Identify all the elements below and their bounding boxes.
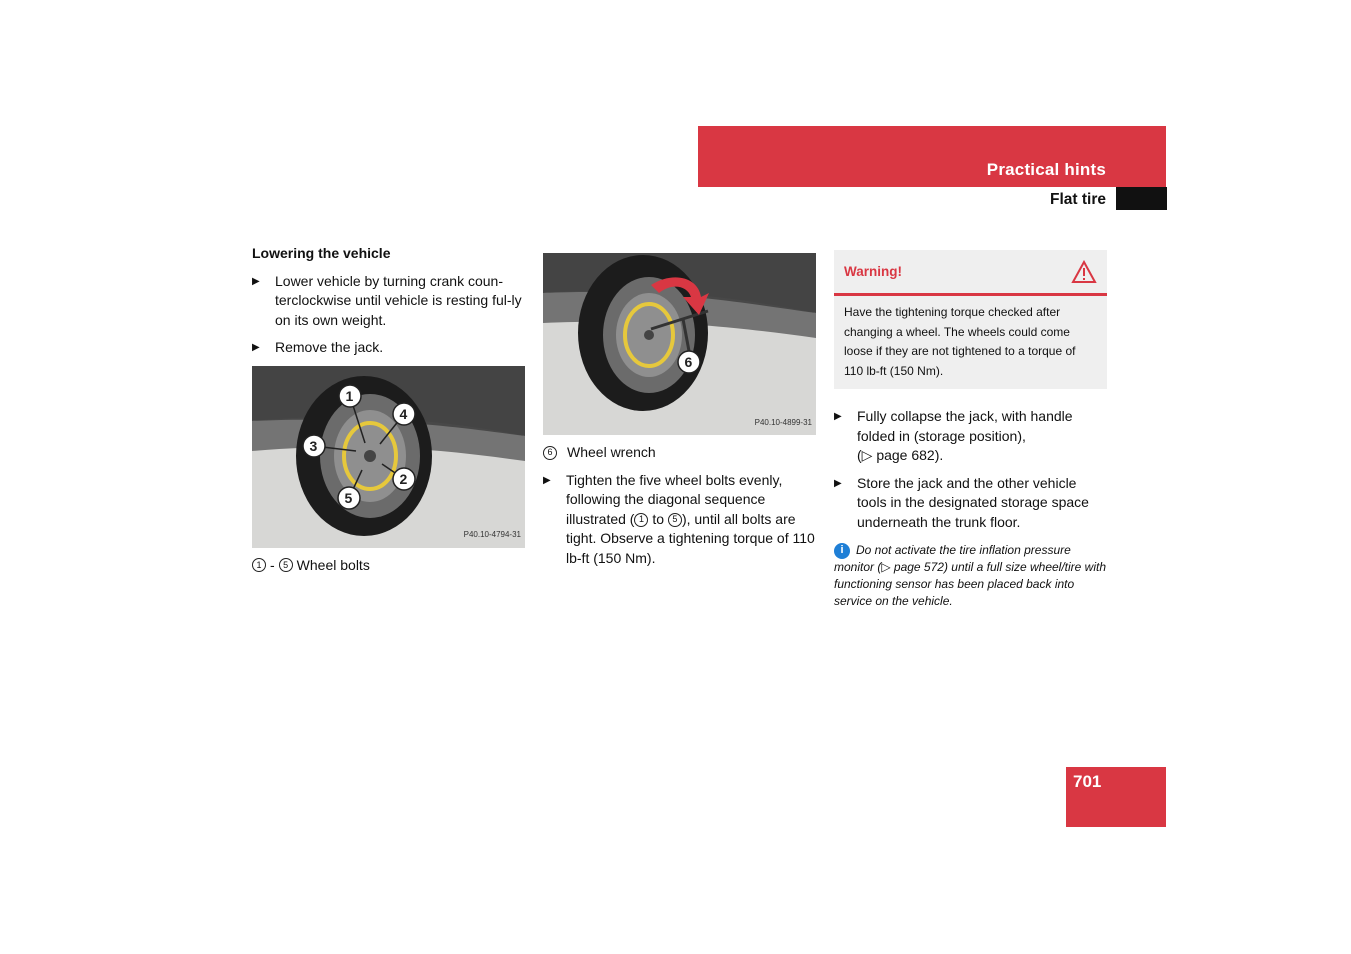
info-text: Do not activate the tire inflation pressure monitor (▷ page 572) until a full size wheel/tire with functioning sensor has been placed back into service on the vehicle.: [834, 543, 1107, 608]
warning-triangle-icon: [1071, 260, 1097, 284]
arrow-bullet-icon: ▶: [543, 474, 551, 486]
section-tab-marker: [1116, 187, 1167, 210]
section-title: Practical hints: [986, 160, 1106, 179]
warning-title: Warning!: [844, 263, 902, 279]
step-text-part1: Tighten the five wheel bolts evenly, following the diagonal sequence illustrated (: [566, 471, 783, 527]
step-lower-vehicle: [252, 272, 526, 331]
svg-text:4: 4: [399, 405, 408, 422]
svg-text:5: 5: [344, 489, 353, 506]
step-text-part2: ), until all bolts are tight. Observe a tightening torque of 110 lb-ft (150 Nm).: [566, 510, 815, 566]
callout-number: 5: [668, 513, 682, 527]
caption-text: Wheel wrench: [567, 444, 656, 460]
step-store-jack: [834, 474, 1107, 533]
svg-text:1: 1: [345, 387, 354, 404]
wheel-bolts-illustration: [252, 366, 525, 548]
step-text: Lower vehicle by turning crank coun-terclockwise until vehicle is resting ful-ly on its own weight.: [275, 272, 522, 328]
step-remove-jack: [252, 338, 526, 358]
svg-text:3: 3: [309, 437, 318, 454]
callout-number: 6: [543, 446, 557, 460]
warning-box: [834, 250, 1107, 389]
step-tighten-bolts: [543, 471, 817, 569]
caption-wheel-bolts: [252, 556, 526, 576]
warning-header: [834, 250, 1107, 296]
subsection-title: Flat tire: [1050, 191, 1106, 208]
step-collapse-jack: [834, 407, 1107, 466]
callout-number: 1: [252, 558, 266, 572]
step-text: Fully collapse the jack, with handle folded in (storage position),: [857, 408, 1073, 444]
heading-lowering-vehicle: Lowering the vehicle: [252, 245, 391, 261]
arrow-bullet-icon: ▶: [252, 275, 260, 287]
warning-text: Have the tightening torque checked after changing a wheel. The wheels could come loose if they are not tightened to a torque of 110 lb-ft (150 Nm).: [844, 305, 1076, 378]
figure-code: P40.10-4794-31: [463, 530, 521, 539]
callout-number: 5: [279, 558, 293, 572]
figure-code: P40.10-4899-31: [754, 417, 812, 427]
wheel-wrench-illustration: [543, 253, 816, 435]
caption-dash: -: [270, 556, 275, 573]
step-text: Remove the jack.: [275, 339, 384, 355]
arrow-bullet-icon: ▶: [252, 342, 260, 353]
arrow-bullet-icon: ▶: [834, 411, 842, 422]
svg-text:6: 6: [684, 354, 693, 370]
caption-wheel-wrench: [543, 443, 817, 463]
step-text: Store the jack and the other vehicle tools in the designated storage space underneath the trunk floor.: [857, 474, 1089, 530]
column-middle: [543, 253, 817, 576]
step-text-mid: to: [648, 510, 668, 527]
column-right: [834, 250, 1107, 610]
info-note: [834, 542, 1107, 610]
info-icon: i: [834, 543, 850, 559]
caption-text: Wheel bolts: [296, 556, 370, 573]
wheel-bolts-drawing: [252, 366, 525, 548]
wheel-wrench-drawing: [543, 253, 816, 435]
column-left: [252, 244, 526, 583]
svg-text:2: 2: [399, 470, 408, 487]
arrow-bullet-icon: ▶: [834, 477, 842, 489]
callout-number: 1: [634, 513, 648, 527]
page-number: 701: [1073, 772, 1102, 791]
page-reference: (▷ page 682).: [857, 447, 944, 463]
